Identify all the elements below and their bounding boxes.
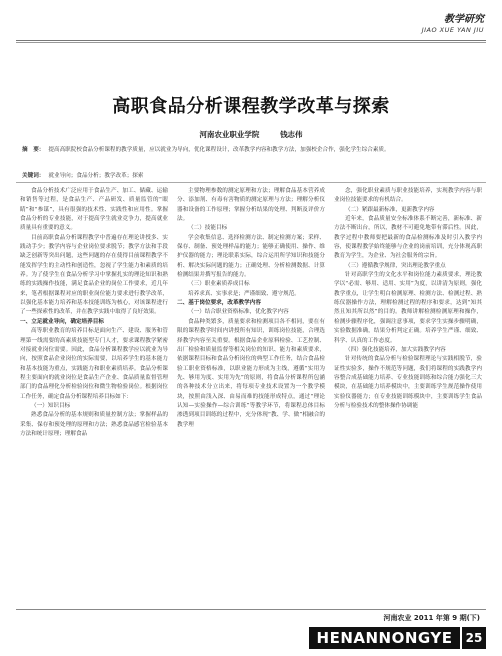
body-paragraph: 主要物理参数的测定原理和方法；理解食品基本营养成分、添加剂、有毒有害物质的测定原理与方法；理解分析仪器和设备的工作原理；掌握分析结果的处理、判断及评价方法。 xyxy=(177,188,325,223)
body-paragraph: 高等职业教育的培养目标是面向生产、建设、服务和管理第一线需要的高素质技能型专门人才，要求课程教学紧密对接就业岗位需要。因此，食品分析课程教学应以就业为导向，按照食品企业岗位的实际需要，以培养学生的基本能力和基本技能为重点，实践能力和职业素质培养。食品分析课程主要面向的就业岗位是食品生产企业、食品质量监督管理部门的食品理化分析检验岗位和微生物检验岗位。根据岗位工作任务，确定食品分析课程培养目标如下： xyxy=(20,328,168,400)
body-paragraph: 熟悉食品分析的基本规则和质量控制方法；掌握样品的采集、保存和预处理的原理和方法；熟悉食品感官检验基本方法和统计原理；理解食品 xyxy=(20,412,168,437)
author-affiliation: 河南农业职业学院 xyxy=(199,130,260,139)
body-paragraph: 培养求真、实事求是；严谨细致、遵守规范。 xyxy=(188,290,300,297)
running-header xyxy=(422,10,484,34)
keywords-text: 就业导向；食品分析；教学改革；探索 xyxy=(48,173,144,179)
body-column-1 xyxy=(20,187,168,605)
keywords-label: 关键词： xyxy=(22,173,45,179)
section-heading: （四）强化技能培养，加大实践教学内容 xyxy=(345,346,446,353)
section-heading: （一）结合职业资格标准，优化教学内容 xyxy=(188,309,289,316)
section-heading: （三）遵循教学规律，突出理论教学重点 xyxy=(345,262,446,269)
article-title: 高职食品分析课程教学改革与探索 xyxy=(112,96,390,117)
issue-info: 河南农业 2011 年第 9 期(下) xyxy=(383,614,480,622)
byline xyxy=(0,129,502,140)
body-paragraph: 近年来，食品质量安全标准体系不断完善，新标准、新方法不断出台，所以，教材不可避免地带有滞后性。因此，教学过程中教师要把最新的食品检测标准及时引入教学内容，使课程教学始终能够与企业的岗前培训，充分体现高职教育为学生，为企业、为社会服务的宗旨。 xyxy=(334,216,482,260)
body-paragraph: 针对传统的食品分析与检验课程理论与实践相脱节，验证性实验多，操作不规范等问题，我们将课程的实践教学内容整合成基础能力培养、专业技能训练和综合能力强化三大模块，在基础能力培养模块中，主要训练学生规范操作使用实验仪器能力；在专业技能训练模块中，主要训练学生食品分析与检验技术的整体操作协调能 xyxy=(334,356,482,409)
abstract-divider xyxy=(16,182,486,183)
body-paragraph: 念，强化职业素质与职业技能培养，实现教学内容与职业岗位技能要求的有机结合。 xyxy=(334,188,482,204)
section-heading: （二）技能目标 xyxy=(188,225,228,232)
author-name: 钱志伟 xyxy=(280,130,303,139)
body-paragraph: 食品分析技术广泛应用于食品生产、加工、储藏、运输和销售等过程，是食品生产、产品研发、质量监管的“眼睛”和“参谋”，具有很强的技术性、实践性和应用性。掌握食品分析的专业技能，对于提高学生就业竞争力，提高就业质量具有重要的意义。 xyxy=(20,188,168,232)
body-paragraph: 食品种类繁多，质量要求和检测项目各不相同，要在有限的课程教学时间内讲授所有知识，训练岗位技能，合理选择教学内容至关重要。根据食品企业原料检验、工艺控制、出厂检验和质量监督等相关岗位的知识、能力和素质要求，依据课程目标和食品分析岗位的典型工作任务，结合食品检验工职业资格标准，以职业能力形成为主线，遵循“实用为先、够用为度、实用为先”的原则，将食品分析课程所包涵的各种技术分立出来，将每项专业技术设置为一个教学模块，按照由浅入深、由易而难的技能形成特点，通过“理论认知—实验操作—综合训练”等教学环节，将课程总体目标渗透到项目训练的过程中，充分体现“教、学、做”相融合的教学理 xyxy=(177,318,325,428)
footer-rule xyxy=(16,609,486,610)
body-paragraph: 针对高职学生的文化水平和岗位能力素质要求，理论教学以“必需、够用、适用、实用”为度，以讲清为原则，强化教学重点，让学生明白检测原理、检测方法、检测过程、熟练仪器操作方法，理解检测过程的程序和要求，达到“知其然且知其所以然”的目的。教师讲解检测检测原理和操作，检测步骤程序化，强调注意事项，要求学生实操步骤明确，实验数据准确，结果分析判定正确。培养学生严谨、细致、科学、认真的工作态度。 xyxy=(334,272,482,344)
body-column-3 xyxy=(334,187,482,605)
section-heading: 一、立足就业导向，确定培养目标 xyxy=(20,318,104,325)
header-rule xyxy=(16,40,486,41)
abstract-label: 摘 要： xyxy=(22,147,45,153)
section-heading: （二）紧跟最新标准，更新教学内容 xyxy=(345,206,435,213)
keywords xyxy=(22,171,484,179)
section-heading: （三）职业素质养成目标 xyxy=(188,281,250,288)
section-heading: （一）知识目标 xyxy=(31,402,71,409)
body-paragraph: 学会收集信息、选择检测方法、制定检测方案；采样、保存、制备、预处理样品的能力；能够正确使用、操作、维护仪器的能力；理论联系实际，综合运用所学知识和技能分析、解决实际问题的能力；正确处理、分析检测数据、计算检测结果并撰写报告的能力。 xyxy=(177,234,325,279)
abstract xyxy=(22,146,484,155)
abstract-text: 提高高职院校食品分析课程的教学质量，应以就业为导向，优化课程设计，改革教学内容和教学方法，加强校企合作，强化学生综合素质。 xyxy=(48,147,390,153)
journal-brand: HENANNONGYE xyxy=(309,627,460,649)
body-paragraph: 目前高职食品分析课程教学中普遍存在理论讲授多、实践动手少；教学内容与企业岗位要求脱节；教学方法和手段缺乏创新等突出问题，这些问题的存在使得目前课程教学不能发挥学生的主动性和创造性，忽视了学生能力和素质的培养。为了使学生在食品分析学习中掌握扎实的理论知识和熟练的实践操作技能，满足食品企业的岗位工作要求，近几年来，笔者根据课程对应的职业岗位能力要求进行教学改革，以强化基本能力培养和基本技能训练为核心，对该课程进行了一些探索性的改革，并在教学实践中取得了良好效果。 xyxy=(20,234,168,316)
section-pinyin: JIAO XUE YAN JIU xyxy=(421,26,484,34)
section-title: 教学研究 xyxy=(444,14,484,25)
section-heading: 二、基于岗位要求，改革教学内容 xyxy=(177,300,261,307)
body-column-2 xyxy=(177,187,325,605)
page-number: 25 xyxy=(462,627,486,649)
header-rule-thin xyxy=(16,42,486,43)
